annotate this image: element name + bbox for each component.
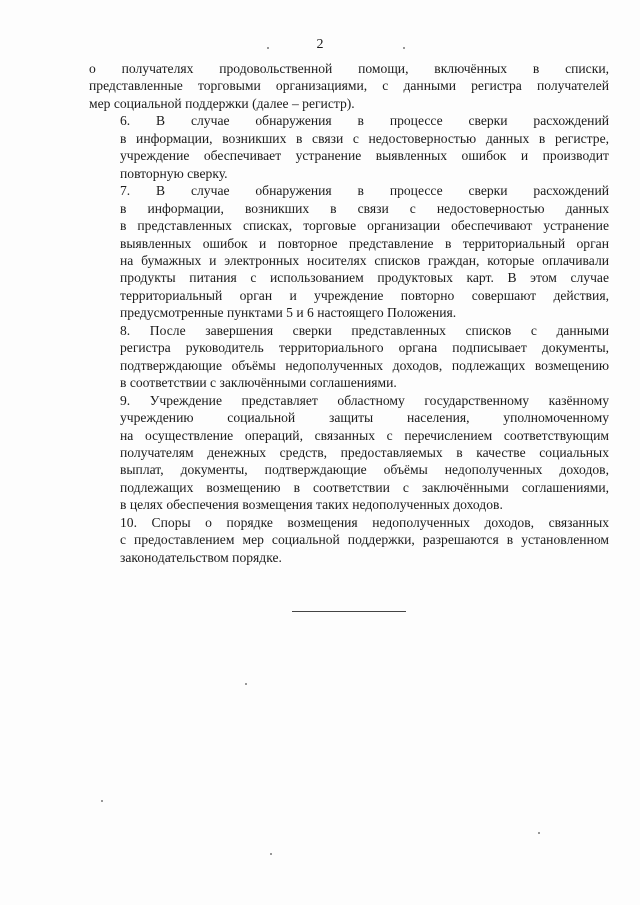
text-line: выявленных ошибок и повторное представление в территориальный орган bbox=[120, 235, 609, 251]
text-line: продукты питания с использованием продуктовых карт. В этом случае bbox=[120, 270, 609, 286]
text-line: подлежащих возмещению в соответствии с заключёнными соглашениями, bbox=[120, 479, 609, 495]
text-line: в соответствии с заключёнными соглашениями. bbox=[120, 375, 397, 391]
text-line: представленные торговыми организациями, с данными регистра получателей bbox=[89, 78, 609, 94]
text-line: законодательством порядке. bbox=[120, 549, 282, 565]
text-line: получателям денежных средств, предоставляемых в качестве социальных bbox=[120, 444, 609, 460]
paragraph bbox=[89, 112, 609, 182]
text-line: в целях обеспечения возмещения таких недополученных доходов. bbox=[120, 497, 503, 513]
text-line: предусмотренные пунктами 5 и 6 настоящего Положения. bbox=[120, 305, 457, 321]
text-line: 9. Учреждение представляет областному государственному казённому bbox=[120, 392, 609, 408]
text-line: на бумажных и электронных носителях списков граждан, которые оплачивали bbox=[120, 252, 609, 268]
text-line: повторную сверку. bbox=[120, 165, 228, 181]
text-line: в представленных списках, торговые организации обеспечивают устранение bbox=[120, 218, 609, 234]
text-line: с предоставлением мер социальной поддержки, разрешаются в установленном bbox=[120, 532, 609, 548]
text-line: 6. В случае обнаружения в процессе сверки расхождений bbox=[120, 113, 609, 129]
scan-speck bbox=[270, 853, 272, 855]
text-line: 8. После завершения сверки представленных списков с данными bbox=[120, 322, 609, 338]
text-line: мер социальной поддержки (далее – регистр). bbox=[89, 95, 355, 111]
scan-speck bbox=[101, 800, 103, 802]
scan-speck bbox=[538, 832, 540, 834]
scan-speck bbox=[245, 683, 247, 685]
text-line: учреждение обеспечивает устранение выявленных ошибок и производит bbox=[120, 148, 609, 164]
paragraph bbox=[89, 182, 609, 322]
paragraph bbox=[89, 514, 609, 566]
text-line: учреждению социальной защиты населения, уполномоченному bbox=[120, 410, 609, 426]
text-line: в информации, возникших в связи с недостоверностью данных в регистре, bbox=[120, 130, 609, 146]
text-line: 7. В случае обнаружения в процессе сверки расхождений bbox=[120, 183, 609, 199]
scan-speck bbox=[267, 47, 269, 49]
paragraph bbox=[89, 60, 609, 112]
paragraph bbox=[89, 392, 609, 514]
text-line: в информации, возникших в связи с недостоверностью данных bbox=[120, 200, 609, 216]
document-body bbox=[89, 60, 609, 566]
text-line: выплат, документы, подтверждающие объёмы недополученных доходов, bbox=[120, 462, 609, 478]
end-separator-line bbox=[292, 611, 406, 612]
text-line: на осуществление операций, связанных с перечислением соответствующим bbox=[120, 427, 609, 443]
text-line: подтверждающие объёмы недополученных доходов, подлежащих возмещению bbox=[120, 357, 609, 373]
text-line: регистра руководитель территориального органа подписывает документы, bbox=[120, 340, 609, 356]
scan-speck bbox=[403, 47, 405, 49]
text-line: территориальный орган и учреждение повторно совершают действия, bbox=[120, 287, 609, 303]
paragraph bbox=[89, 322, 609, 392]
text-line: 10. Споры о порядке возмещения недополученных доходов, связанных bbox=[120, 514, 609, 530]
text-line: о получателях продовольственной помощи, включённых в списки, bbox=[89, 61, 609, 76]
page-number: 2 bbox=[316, 37, 324, 52]
